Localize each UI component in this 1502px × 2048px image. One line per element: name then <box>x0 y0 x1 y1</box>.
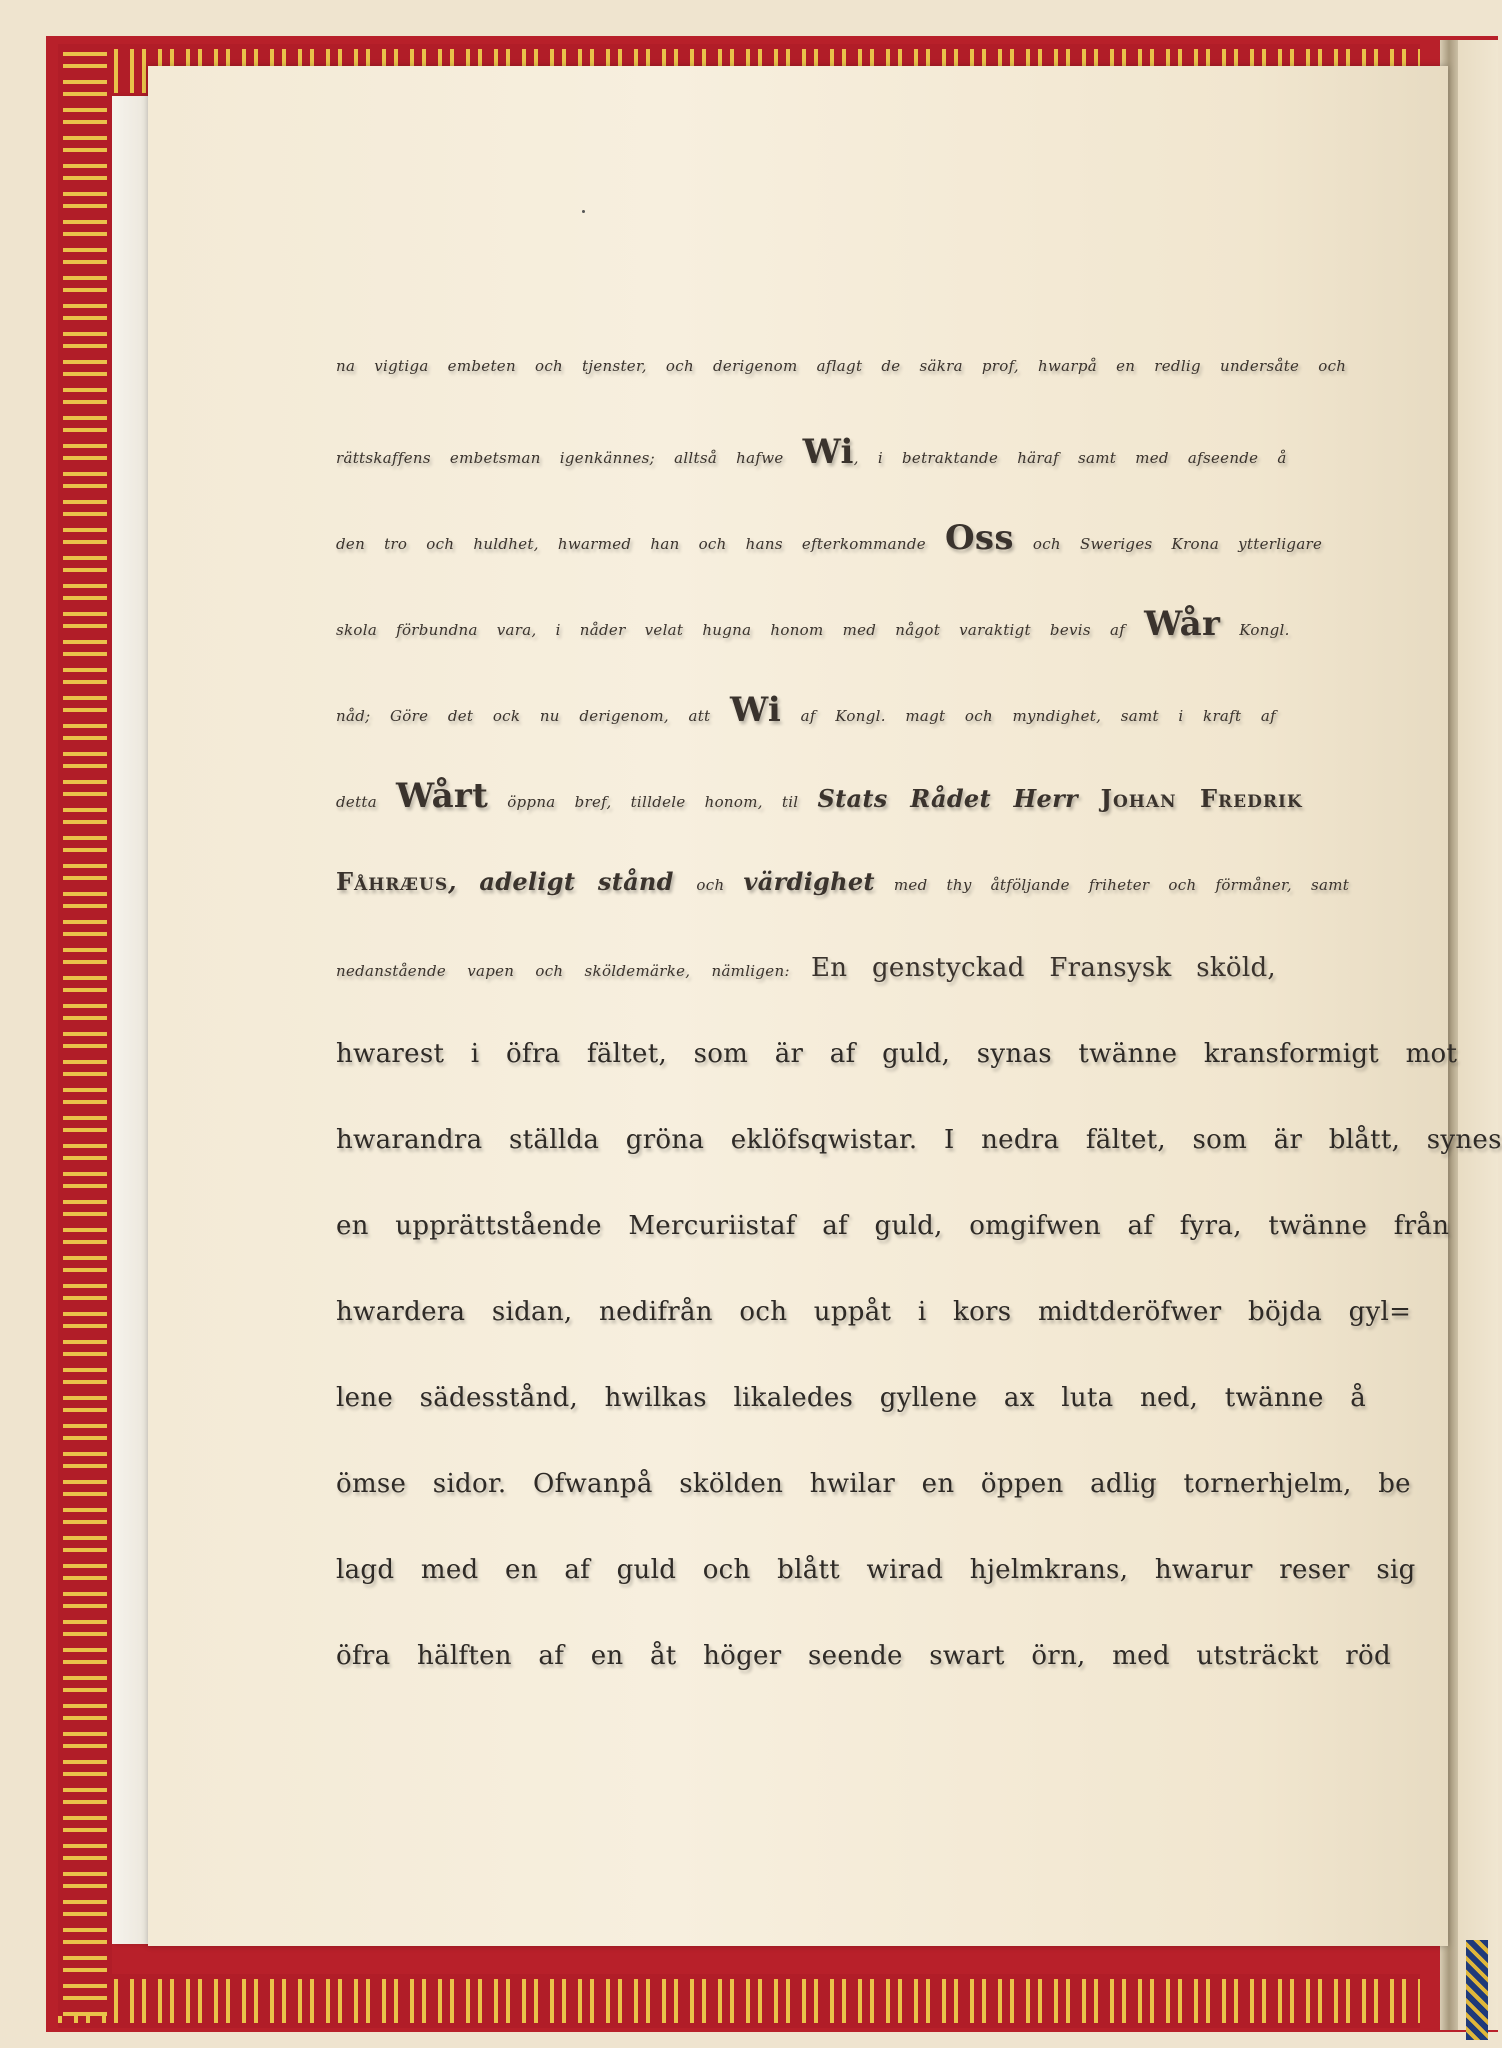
text-line <box>336 1024 1458 1110</box>
text-line <box>336 852 1350 938</box>
text-segment: , i betraktande häraf samt med afseende å <box>853 449 1287 467</box>
text-line <box>336 422 1287 508</box>
text-segment: , adeligt stånd <box>448 867 697 896</box>
document-body <box>336 336 1502 1712</box>
greek-key-border-left <box>58 44 112 2016</box>
text-segment: detta <box>336 793 397 811</box>
text-segment: Oss <box>945 518 1014 558</box>
text-line <box>336 1368 1367 1454</box>
text-segment: med thy åtföljande friheter och förmåner, samt <box>874 876 1350 894</box>
text-segment: och Sweriges Krona ytterligare <box>1013 535 1323 553</box>
text-segment: och <box>696 876 744 894</box>
text-segment: ömse sidor. Ofwanpå skölden hwilar en öppen adlig tornerhjelm, be <box>336 1469 1411 1499</box>
text-segment: Wårt <box>396 776 489 816</box>
text-segment: af Kongl. magt och myndighet, samt i kraft af <box>781 707 1277 725</box>
text-line <box>336 766 1303 852</box>
text-segment: värdighet <box>743 867 875 896</box>
text-line <box>336 1282 1412 1368</box>
text-segment: rättskaffens embetsman igenkännes; alltså hafwe <box>336 449 803 467</box>
text-segment: nåd; Göre det ock nu derigenom, att <box>336 707 730 725</box>
text-segment: hwardera sidan, nedifrån och uppåt i kors midtderöfwer böjda gyl= <box>336 1297 1412 1327</box>
text-segment: lene sädesstånd, hwilkas likaledes gyllene ax luta ned, twänne å <box>336 1383 1367 1413</box>
text-line <box>336 1196 1450 1282</box>
text-segment: na vigtiga embeten och tjenster, och derigenom aflagt de säkra prof, hwarpå en redlig undersåte och <box>336 357 1347 375</box>
ink-speck <box>582 210 585 213</box>
text-segment: lagd med en af guld och blått wirad hjelmkrans, hwarur reser sig <box>336 1555 1416 1585</box>
text-segment: nedanstående vapen och sköldemärke, nämligen: <box>336 962 811 980</box>
text-segment: den tro och huldhet, hwarmed han och hans efterkommande <box>336 535 946 553</box>
text-line <box>336 508 1323 594</box>
greek-key-border-bottom <box>58 1974 1420 2028</box>
text-segment: En genstyckad Fransysk sköld, <box>810 953 1276 983</box>
text-line <box>336 1540 1416 1626</box>
text-segment: Stats Rådet Herr <box>817 784 1101 813</box>
facing-page-edge <box>1458 40 1498 2030</box>
text-line <box>336 1110 1502 1196</box>
text-line <box>336 594 1290 680</box>
text-segment: Kongl. <box>1220 621 1290 639</box>
text-segment: öppna bref, tilldele honom, til <box>488 793 818 811</box>
bookmark-ribbon <box>1466 1940 1488 2040</box>
text-segment: Fåhræus <box>336 867 449 896</box>
text-segment: Wår <box>1144 604 1221 644</box>
text-line <box>336 1454 1411 1540</box>
text-line <box>336 680 1276 766</box>
text-segment: hwarest i öfra fältet, som är af guld, synas twänne kransformigt mot <box>336 1039 1458 1069</box>
text-line <box>336 1626 1391 1712</box>
text-segment: Johan Fredrik <box>1100 784 1303 813</box>
text-segment: hwarandra ställda gröna eklöfsqwistar. I nedra fältet, som är blått, synes <box>336 1125 1502 1155</box>
text-line <box>336 336 1347 422</box>
text-segment: Wi <box>729 690 782 730</box>
text-segment: en upprättstående Mercuriistaf af guld, omgifwen af fyra, twänne från <box>336 1211 1450 1241</box>
text-segment: skola förbundna vara, i nåder velat hugna honom med något varaktigt bevis af <box>336 621 1145 639</box>
text-segment: öfra hälften af en åt höger seende swart örn, med utsträckt röd <box>336 1641 1391 1671</box>
text-line <box>336 938 1276 1024</box>
text-segment: Wi <box>802 432 854 472</box>
